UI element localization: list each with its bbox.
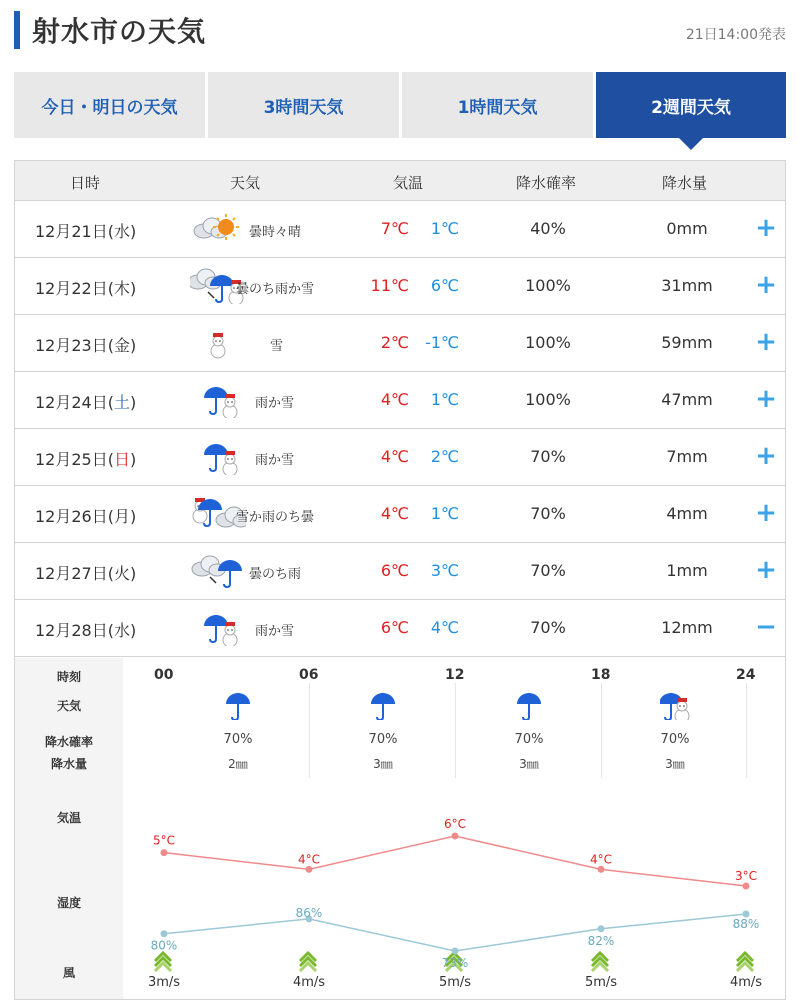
precip-probability: 70% [530, 561, 566, 580]
label-humidity: 湿度 [56, 896, 81, 910]
collapse-button[interactable]: − [755, 612, 777, 642]
date-text: 12月24日( [35, 393, 114, 412]
issued-time: 21日14:00発表 [685, 27, 786, 43]
label-wind: 風 [62, 966, 75, 980]
precip-amount: 7mm [666, 447, 708, 466]
precip-amount: 0mm [666, 219, 708, 238]
snow-icon [190, 325, 246, 361]
cloudy-then-rain-icon [190, 553, 246, 589]
expand-button[interactable]: + [755, 213, 777, 243]
weekday: 木 [113, 279, 130, 298]
row-date [35, 561, 136, 584]
humidity-data-label: 73% [441, 956, 469, 970]
date-close: ) [129, 279, 137, 298]
forecast-tabs [14, 72, 786, 153]
temp-low: 1℃ [430, 219, 459, 238]
temp-humidity-chart [123, 778, 785, 998]
forecast-row[interactable] [15, 486, 785, 543]
wind-speed: 4m/s [729, 975, 763, 990]
date-text: 12月26日( [35, 507, 114, 526]
label-temp: 気温 [56, 811, 81, 825]
label-amount: 降水量 [50, 757, 87, 771]
row-date [35, 618, 136, 641]
temp-low: 6℃ [430, 276, 459, 295]
temp-high: 6℃ [380, 561, 409, 580]
date-text: 12月28日( [35, 621, 114, 640]
wind-speed: 3m/s [147, 975, 181, 990]
row-date [35, 276, 136, 299]
expand-button[interactable]: + [755, 384, 777, 414]
temperature-data-label: 5°C [152, 833, 176, 848]
temp-low: -1℃ [425, 333, 459, 352]
wind-speed: 4m/s [292, 975, 326, 990]
date-text: 12月21日( [35, 222, 114, 241]
date-close: ) [129, 222, 137, 241]
precip-probability: 70% [530, 447, 566, 466]
weather-label: 雪か雨のち曇 [236, 510, 315, 525]
tab-1hour[interactable]: 1時間天気 [402, 72, 593, 138]
rain-or-snow-icon [190, 439, 246, 475]
label-pop: 降水確率 [44, 735, 93, 749]
temp-low: 1℃ [430, 390, 459, 409]
umbrella-icon [368, 690, 398, 720]
expand-button[interactable]: + [755, 327, 777, 357]
tab-today-tomorrow[interactable]: 今日・明日の天気 [14, 72, 205, 138]
temperature-line [164, 836, 746, 886]
weekday: 金 [113, 336, 130, 355]
hour-label: 00 [154, 667, 174, 683]
weather-label: 雨か雪 [255, 453, 295, 468]
forecast-row[interactable] [15, 543, 785, 600]
rain-or-snow-icon [190, 610, 246, 646]
humidity-data-label: 86% [295, 905, 323, 920]
temp-low: 1℃ [430, 504, 459, 523]
weather-label: 曇のち雨か雪 [236, 282, 315, 297]
label-weather: 天気 [56, 699, 81, 713]
forecast-row[interactable] [15, 429, 785, 486]
forecast-row[interactable] [15, 315, 785, 372]
humidity-data-label: 80% [150, 938, 178, 953]
date-text: 12月22日( [35, 279, 114, 298]
temp-low: 2℃ [430, 447, 459, 466]
temperature-point [598, 866, 605, 873]
weekday: 火 [113, 564, 130, 583]
hour-label: 06 [299, 667, 319, 683]
date-close: ) [129, 621, 137, 640]
expand-button[interactable]: + [755, 555, 777, 585]
date-close: ) [129, 564, 137, 583]
row-date [35, 219, 136, 242]
temperature-point [743, 883, 750, 890]
date-close: ) [129, 393, 137, 412]
umbrella-icon [514, 690, 544, 720]
temperature-point [306, 866, 313, 873]
weekday: 月 [113, 507, 130, 526]
forecast-row[interactable] [15, 258, 785, 315]
header-weather: 天気 [230, 174, 261, 192]
precip-amount: 47mm [661, 390, 713, 409]
expand-button[interactable]: + [755, 270, 777, 300]
temp-high: 4℃ [380, 447, 409, 466]
weekday: 水 [113, 222, 130, 241]
humidity-point [452, 948, 459, 955]
column-divider [309, 683, 310, 778]
precip-amount: 12mm [661, 618, 713, 637]
column-divider [455, 683, 456, 778]
row-date [35, 504, 136, 527]
column-divider [601, 683, 602, 778]
precip-probability: 70% [530, 618, 566, 637]
slot-precip-amount: 3㎜ [665, 757, 685, 771]
hourly-detail-panel [15, 658, 785, 999]
weekday: 水 [113, 621, 130, 640]
label-time: 時刻 [56, 670, 81, 684]
umbrella-snowman-icon [660, 690, 690, 720]
date-close: ) [129, 450, 137, 469]
expand-button[interactable]: + [755, 441, 777, 471]
humidity-line [164, 914, 746, 951]
column-divider [746, 683, 747, 778]
expand-button[interactable]: + [755, 498, 777, 528]
umbrella-icon [223, 690, 253, 720]
slot-precip-probability: 70% [368, 732, 398, 747]
temp-high: 7℃ [380, 219, 409, 238]
weather-label: 雪 [270, 339, 284, 354]
hour-label: 24 [736, 667, 756, 683]
temperature-point [452, 833, 459, 840]
tab-3hour[interactable]: 3時間天気 [208, 72, 399, 138]
header-date: 日時 [70, 174, 101, 192]
row-date [35, 390, 136, 413]
wind-speed: 5m/s [584, 975, 618, 990]
weather-label: 曇時々晴 [249, 225, 302, 240]
temperature-data-label: 6°C [443, 817, 467, 831]
page-title: 射水市の天気 [32, 15, 207, 48]
date-text: 12月25日( [35, 450, 114, 469]
rain-or-snow-icon [190, 382, 246, 418]
weekday: 土 [113, 393, 130, 412]
temperature-point [161, 849, 168, 856]
tab-2week[interactable]: 2週間天気 [596, 72, 786, 138]
header-pop: 降水確率 [516, 174, 577, 192]
weekday: 日 [113, 450, 130, 469]
precip-probability: 100% [525, 333, 571, 352]
temp-high: 4℃ [380, 390, 409, 409]
forecast-row[interactable] [15, 201, 785, 258]
slot-precip-amount: 3㎜ [373, 757, 393, 771]
date-text: 12月23日( [35, 336, 114, 355]
temp-low: 3℃ [430, 561, 459, 580]
page-header [0, 0, 800, 64]
temperature-data-label: 3°C [734, 869, 758, 883]
two-week-table [14, 160, 786, 1000]
slot-precip-amount: 2㎜ [228, 757, 248, 771]
slot-precip-probability: 70% [223, 732, 253, 747]
temp-high: 2℃ [380, 333, 409, 352]
temp-high: 6℃ [380, 618, 409, 637]
temp-high: 11℃ [370, 276, 409, 295]
table-header [15, 161, 785, 201]
date-close: ) [129, 336, 137, 355]
slot-precip-amount: 3㎜ [519, 757, 539, 771]
temperature-data-label: 4°C [297, 852, 321, 867]
weather-label: 雨か雪 [255, 396, 295, 411]
humidity-point [161, 930, 168, 937]
forecast-row[interactable] [15, 600, 785, 657]
precip-amount: 4mm [666, 504, 708, 523]
precip-probability: 100% [525, 390, 571, 409]
cloudy-sunny-icon [190, 211, 246, 247]
precip-probability: 70% [530, 504, 566, 523]
weather-label: 雨か雪 [255, 624, 295, 639]
precip-probability: 40% [530, 219, 566, 238]
row-date [35, 447, 136, 470]
wind-speed: 5m/s [438, 975, 472, 990]
weather-label: 曇のち雨 [249, 567, 302, 582]
humidity-data-label: 82% [587, 933, 615, 948]
date-close: ) [129, 507, 137, 526]
temp-low: 4℃ [430, 618, 459, 637]
precip-probability: 100% [525, 276, 571, 295]
date-text: 12月27日( [35, 564, 114, 583]
humidity-point [598, 925, 605, 932]
slot-precip-probability: 70% [514, 732, 544, 747]
header-temp: 気温 [393, 174, 424, 192]
header-amount: 降水量 [662, 174, 708, 192]
title-accent-bar [14, 11, 20, 49]
temperature-data-label: 4°C [589, 852, 613, 867]
slot-precip-probability: 70% [660, 732, 690, 747]
hour-label: 12 [445, 667, 465, 683]
detail-labels [15, 658, 123, 999]
row-date [35, 333, 136, 356]
precip-amount: 1mm [666, 561, 708, 580]
forecast-row[interactable] [15, 372, 785, 429]
temp-high: 4℃ [380, 504, 409, 523]
precip-amount: 59mm [661, 333, 713, 352]
humidity-data-label: 88% [732, 917, 760, 931]
hour-label: 18 [591, 667, 611, 683]
precip-amount: 31mm [661, 276, 713, 295]
